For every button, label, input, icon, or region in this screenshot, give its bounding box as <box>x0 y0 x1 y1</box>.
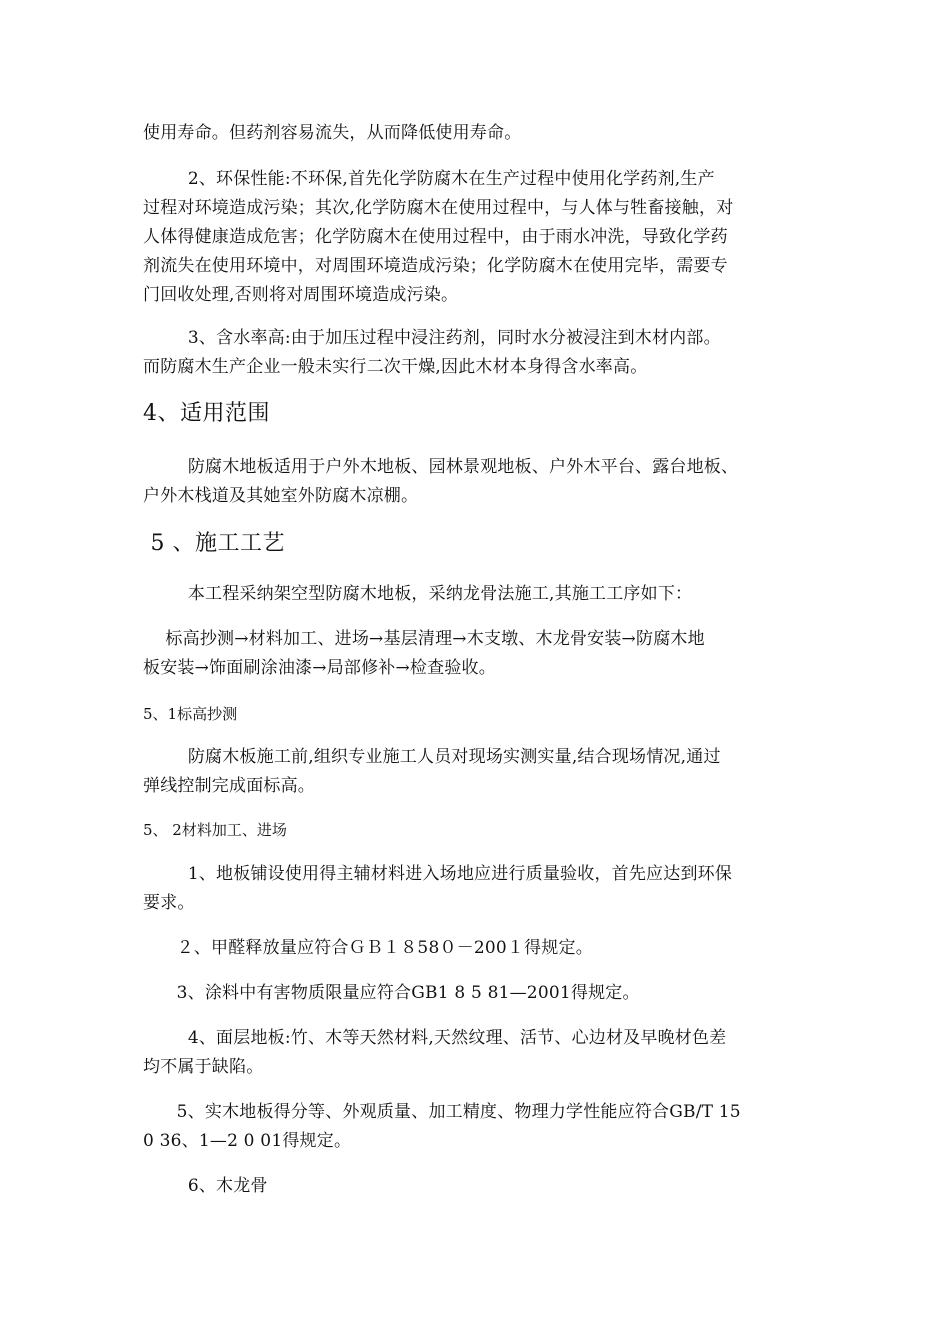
paragraph-method <box>143 580 815 609</box>
text-line: 6、木龙骨 <box>143 1176 268 1196</box>
text-line: 防腐木板施工前,组织专业施工人员对现场实测实量,结合现场情况,通过 <box>143 747 721 767</box>
paragraph-material-6 <box>143 1172 815 1201</box>
paragraph-environmental-performance <box>143 165 815 310</box>
paragraph-intro <box>143 119 815 148</box>
text-line: 5、实木地板得分等、外观质量、加工精度、物理力学性能应符合GB/T 15 <box>143 1102 741 1122</box>
text-line: 防腐木地板适用于户外木地板、园林景观地板、户外木平台、露台地板、 <box>143 457 739 477</box>
text-line: 门回收处理,否则将对周围环境造成污染。 <box>143 285 459 305</box>
subsection-heading-5-2: 5、 2材料加工、进场 <box>143 821 287 839</box>
text-line: 板安装→饰面刷涂油漆→局部修补→检查验收。 <box>143 658 496 678</box>
text-line: 0 36、1—2 0 01得规定。 <box>143 1131 352 1151</box>
text-line: 1、地板铺设使用得主辅材料进入场地应进行质量验收，首先应达到环保 <box>143 864 733 884</box>
text-line: 均不属于缺陷。 <box>143 1057 264 1077</box>
paragraph-material-2 <box>143 934 815 963</box>
paragraph-moisture-content <box>143 324 815 382</box>
text-line: 户外木栈道及其她室外防腐木凉棚。 <box>143 486 419 506</box>
subsection-heading-5-1: 5、1标高抄测 <box>143 705 238 723</box>
text-line: 剂流失在使用环境中，对周围环境造成污染；化学防腐木在使用完毕，需要专 <box>143 256 728 276</box>
paragraph-scope <box>143 453 815 511</box>
paragraph-material-1 <box>143 860 815 918</box>
paragraph-material-3 <box>143 979 815 1008</box>
paragraph-survey <box>143 743 815 801</box>
text-line: 而防腐木生产企业一般未实行二次干燥,因此木材本身得含水率高。 <box>143 357 648 377</box>
text-line: ２、甲醛释放量应符合ＧＢ１８58０－200１得规定。 <box>143 938 593 958</box>
text-line: 3、含水率高:由于加压过程中浸注药剂，同时水分被浸注到木材内部。 <box>143 328 721 348</box>
text-line: 本工程采纳架空型防腐木地板，采纳龙骨法施工,其施工工序如下： <box>143 584 693 604</box>
text-line: 过程对环境造成污染；其次,化学防腐木在使用过程中，与人体与牲畜接触，对 <box>143 198 734 218</box>
text-line: 要求。 <box>143 893 195 913</box>
paragraph-material-4 <box>143 1024 815 1082</box>
section-heading-scope: 4、适用范围 <box>143 401 270 426</box>
text-line: 使用寿命。但药剂容易流失，从而降低使用寿命。 <box>143 123 522 143</box>
paragraph-material-5 <box>143 1098 815 1156</box>
text-line: 弹线控制完成面标高。 <box>143 776 315 796</box>
text-line: 标高抄测→材料加工、进场→基层清理→木支墩、木龙骨安装→防腐木地 <box>143 629 705 649</box>
text-line: 3、涂料中有害物质限量应符合GB1 8 5 81—2001得规定。 <box>143 983 640 1003</box>
text-line: 人体得健康造成危害；化学防腐木在使用过程中，由于雨水冲洗，导致化学药 <box>143 227 728 247</box>
text-line: 4、面层地板:竹、木等天然材料,天然纹理、活节、心边材及早晚材色差 <box>143 1028 727 1048</box>
paragraph-process <box>143 625 815 683</box>
section-heading-construction: 5 、施工工艺 <box>143 531 285 556</box>
text-line: 2、环保性能:不环保,首先化学防腐木在生产过程中使用化学药剂,生产 <box>143 169 715 189</box>
